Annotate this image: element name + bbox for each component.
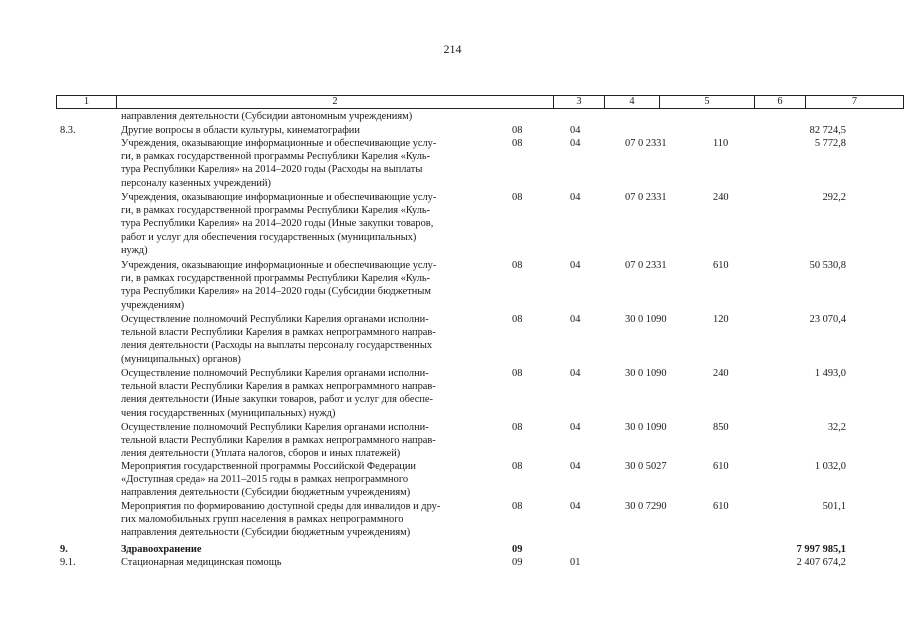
row-name: [121, 124, 496, 137]
row-name: [121, 313, 496, 366]
row-name-line: тельной власти Республики Карелия в рамках непрограммного направ-: [121, 327, 436, 339]
row-name: [121, 367, 496, 420]
row-name: [121, 460, 496, 500]
row-section-code: 08: [512, 501, 523, 512]
row-name-line: ги, в рамках государственной программы Республики Карелия «Куль-: [121, 273, 431, 285]
row-section-code: 08: [512, 260, 523, 271]
row-target-code: 07 0 2331: [625, 138, 667, 149]
row-name: [121, 556, 496, 569]
row-name-line: направления деятельности (Субсидии бюджетным учреждениям): [121, 527, 411, 539]
row-amount: 32,2: [827, 422, 846, 433]
row-section-code: 08: [512, 461, 523, 472]
row-name-line: учреждениям): [121, 299, 185, 311]
row-name-line: тельной власти Республики Карелия в рамках непрограммного направ-: [121, 381, 436, 393]
row-amount: 23 070,4: [809, 314, 846, 325]
row-amount: 1 032,0: [814, 461, 846, 472]
row-expense-type: 110: [713, 138, 729, 149]
row-target-code: 07 0 2331: [625, 260, 667, 271]
row-subsection-code: 01: [570, 557, 581, 568]
row-section-code: 08: [512, 138, 523, 149]
row-amount: 292,2: [822, 192, 846, 203]
row-name-line: нужд): [121, 244, 148, 256]
header-col-6: 6: [754, 95, 805, 109]
row-name-line: ги, в рамках государственной программы Республики Карелия «Куль-: [121, 151, 431, 163]
row-name-line: гих маломобильных групп населения в рамках непрограммного: [121, 514, 404, 526]
row-expense-type: 850: [713, 422, 729, 433]
row-amount: 5 772,8: [814, 138, 846, 149]
row-subsection-code: 04: [570, 314, 581, 325]
row-name-line: тельной власти Республики Карелия в рамках непрограммного направ-: [121, 435, 436, 447]
row-name-line: направления деятельности (Субсидии автономным учреждениям): [121, 111, 413, 122]
row-amount: 50 530,8: [809, 260, 846, 271]
row-name-line: Осуществление полномочий Республики Карелия органами исполни-: [121, 368, 429, 379]
row-name-line: чения государственных (муниципальных) нужд): [121, 407, 336, 419]
row-section-code: 09: [512, 557, 523, 568]
row-name: [121, 500, 496, 540]
row-section-code: 09: [512, 544, 523, 555]
row-subsection-code: 04: [570, 501, 581, 512]
row-target-code: 30 0 1090: [625, 422, 667, 433]
row-name-line: Осуществление полномочий Республики Карелия органами исполни-: [121, 314, 429, 325]
row-subsection-code: 04: [570, 192, 581, 203]
row-name-line: ления деятельности (Расходы на выплаты персоналу государственных: [121, 340, 433, 352]
row-subsection-code: 04: [570, 138, 581, 149]
row-subsection-code: 04: [570, 422, 581, 433]
row-subsection-code: 04: [570, 461, 581, 472]
row-name-line: Учреждения, оказывающие информационные и обеспечивающие услу-: [121, 138, 437, 149]
row-target-code: 30 0 5027: [625, 461, 667, 472]
row-name-line: ления деятельности (Иные закупки товаров, работ и услуг для обеспе-: [121, 394, 433, 406]
row-name-line: направления деятельности (Субсидии бюджетным учреждениям): [121, 487, 411, 499]
row-name-line: Учреждения, оказывающие информационные и обеспечивающие услу-: [121, 260, 437, 271]
header-col-5: 5: [659, 95, 754, 109]
row-section-code: 08: [512, 314, 523, 325]
row-name: [121, 259, 496, 312]
row-section-code: 08: [512, 422, 523, 433]
row-expense-type: 120: [713, 314, 729, 325]
row-name-line: «Доступная среда» на 2011–2015 годы в рамках непрограммного: [121, 474, 409, 486]
row-number: 9.: [60, 544, 68, 555]
row-name: [121, 137, 496, 190]
row-name-line: Стационарная медицинская помощь: [121, 557, 282, 568]
row-name-line: Осуществление полномочий Республики Карелия органами исполни-: [121, 422, 429, 433]
row-name-line: Другие вопросы в области культуры, кинематографии: [121, 125, 360, 136]
row-expense-type: 240: [713, 192, 729, 203]
row-name-line: Мероприятия по формированию доступной среды для инвалидов и дру-: [121, 501, 441, 512]
row-name-line: (муниципальных) органов): [121, 353, 241, 365]
row-name-line: тура Республики Карелия» на 2014–2020 годы (Субсидии бюджетным: [121, 286, 431, 298]
header-col-3: 3: [553, 95, 604, 109]
row-name-line: работ и услуг для обеспечения государственных (муниципальных): [121, 231, 417, 243]
row-expense-type: 240: [713, 368, 729, 379]
row-amount: 82 724,5: [809, 125, 846, 136]
row-name-line: ления деятельности (Уплата налогов, сборов и иных платежей): [121, 448, 401, 460]
row-section-code: 08: [512, 192, 523, 203]
row-section-code: 08: [512, 125, 523, 136]
row-section-code: 08: [512, 368, 523, 379]
row-number: 9.1.: [60, 557, 76, 568]
row-target-code: 30 0 1090: [625, 314, 667, 325]
row-target-code: 07 0 2331: [625, 192, 667, 203]
row-name-line: ги, в рамках государственной программы Республики Карелия «Куль-: [121, 205, 431, 217]
row-subsection-code: 04: [570, 125, 581, 136]
row-expense-type: 610: [713, 501, 729, 512]
row-amount: 501,1: [822, 501, 846, 512]
row-subsection-code: 04: [570, 260, 581, 271]
row-amount: 2 407 674,2: [796, 557, 846, 568]
row-expense-type: 610: [713, 260, 729, 271]
row-amount: 1 493,0: [814, 368, 846, 379]
row-name-line: Учреждения, оказывающие информационные и обеспечивающие услу-: [121, 192, 437, 203]
row-name-line: Мероприятия государственной программы Российской Федерации: [121, 461, 416, 472]
row-name-line: тура Республики Карелия» на 2014–2020 годы (Иные закупки товаров,: [121, 218, 434, 230]
row-name: [121, 543, 496, 556]
row-name: [121, 110, 496, 123]
row-expense-type: 610: [713, 461, 729, 472]
row-name: [121, 421, 496, 461]
row-target-code: 30 0 1090: [625, 368, 667, 379]
row-subsection-code: 04: [570, 368, 581, 379]
header-col-1: 1: [56, 95, 116, 109]
header-col-2: 2: [116, 95, 553, 109]
page-number: 214: [443, 42, 462, 56]
row-name-line: тура Республики Карелия» на 2014–2020 годы (Расходы на выплаты: [121, 164, 423, 176]
header-col-4: 4: [604, 95, 659, 109]
row-amount: 7 997 985,1: [796, 544, 846, 555]
row-name-line: Здравоохранение: [121, 544, 202, 555]
row-name: [121, 191, 496, 257]
row-number: 8.3.: [60, 125, 76, 136]
header-col-7: 7: [805, 95, 904, 109]
row-name-line: персоналу казенных учреждений): [121, 177, 271, 189]
row-target-code: 30 0 7290: [625, 501, 667, 512]
